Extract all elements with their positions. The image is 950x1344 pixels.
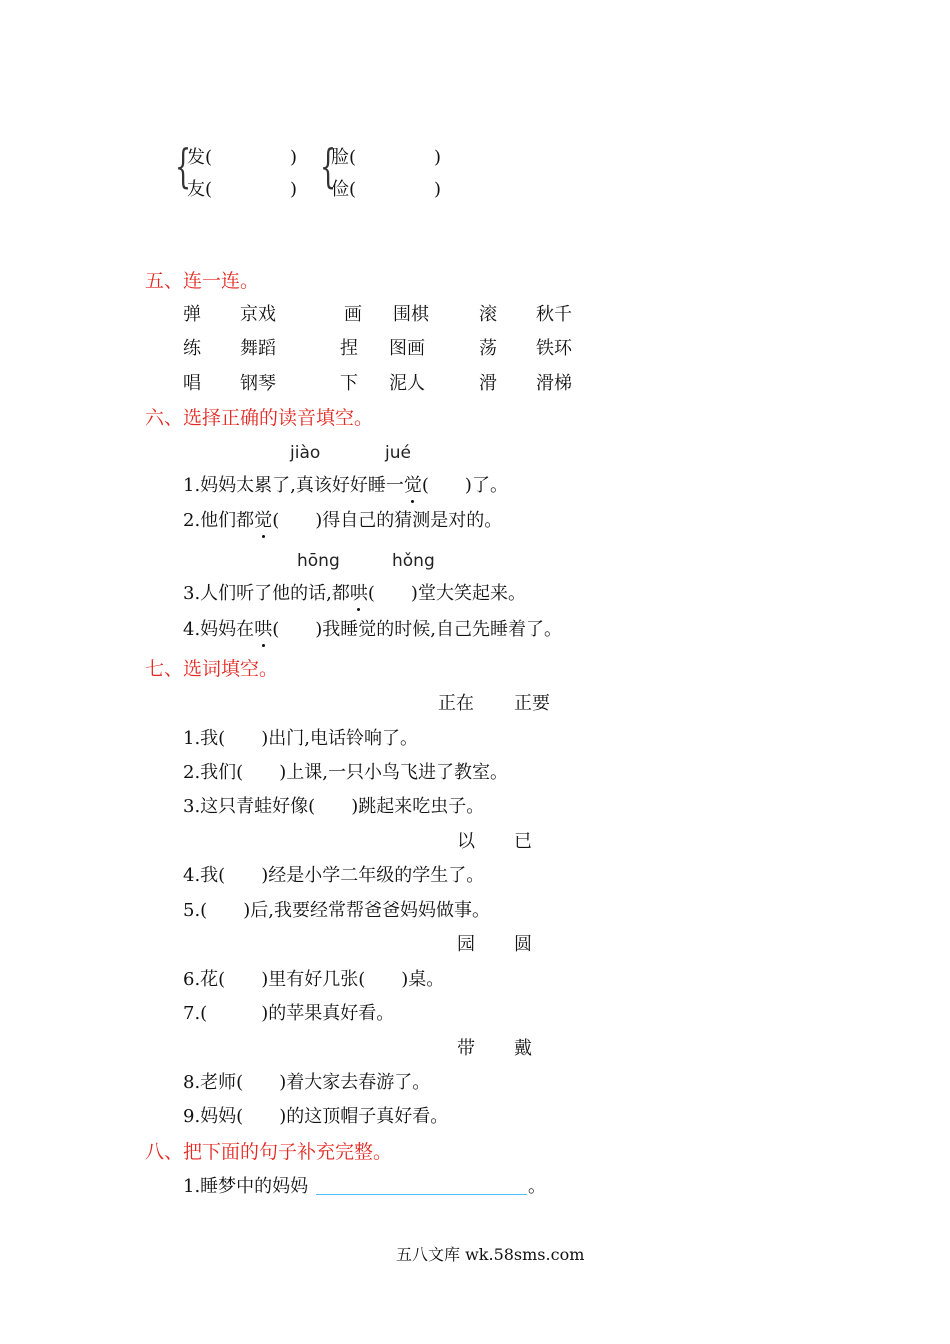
pinyin-option: jué	[385, 443, 411, 463]
answer-blank-line[interactable]	[316, 1194, 527, 1195]
match-word: 钢琴	[240, 373, 276, 394]
section-heading-5: 五、连一连。	[145, 270, 260, 292]
match-word: 泥人	[389, 373, 425, 394]
section-heading-8: 八、把下面的句子补充完整。	[145, 1141, 393, 1163]
question-7-4: 4.我( )经是小学二年级的学生了。	[183, 865, 485, 886]
match-word: 画	[344, 304, 362, 325]
match-word: 京戏	[240, 304, 276, 325]
dotted-char: 觉	[403, 475, 422, 496]
word-option: 戴	[514, 1038, 532, 1059]
question-6-3: 3.人们听了他的话,都哄( )堂大笑起来。	[183, 583, 526, 604]
question-8-1-end: 。	[528, 1176, 546, 1197]
word-option: 园	[457, 934, 475, 955]
polyphone-char: 发(	[187, 147, 213, 168]
pinyin-option: hōng	[297, 551, 340, 571]
dotted-char: 觉	[254, 510, 273, 531]
match-word: 滑梯	[536, 373, 572, 394]
question-7-9: 9.妈妈( )的这顶帽子真好看。	[183, 1106, 449, 1127]
paren-close: )	[434, 179, 442, 200]
match-word: 唱	[183, 373, 201, 394]
match-word: 秋千	[536, 304, 572, 325]
polyphone-char: 友(	[187, 179, 213, 200]
polyphone-char: 俭(	[331, 179, 357, 200]
question-6-4: 4.妈妈在哄( )我睡觉的时候,自己先睡着了。	[183, 619, 562, 640]
question-7-7: 7.( )的苹果真好看。	[183, 1003, 395, 1024]
brace-left-1: {	[175, 139, 192, 193]
footer-watermark: 五八文库 wk.58sms.com	[396, 1245, 585, 1264]
section-heading-6: 六、选择正确的读音填空。	[145, 407, 374, 429]
pinyin-option: jiào	[290, 443, 321, 463]
match-word: 荡	[479, 338, 497, 359]
question-7-5: 5.( )后,我要经常帮爸爸妈妈做事。	[183, 900, 490, 921]
question-8-1: 1.睡梦中的妈妈	[183, 1176, 309, 1197]
paren-close: )	[434, 147, 442, 168]
question-7-6: 6.花( )里有好几张( )桌。	[183, 969, 445, 990]
paren-close: )	[290, 179, 298, 200]
word-option: 以	[457, 831, 475, 852]
dotted-char: 哄	[254, 619, 273, 640]
question-7-1: 1.我( )出门,电话铃响了。	[183, 728, 418, 749]
question-6-1: 1.妈妈太累了,真该好好睡一觉( )了。	[183, 475, 508, 496]
match-word: 捏	[340, 338, 358, 359]
match-word: 弹	[183, 304, 201, 325]
pinyin-option: hǒng	[392, 551, 435, 571]
question-6-2: 2.他们都觉( )得自己的猜测是对的。	[183, 510, 503, 531]
match-word: 铁环	[536, 338, 572, 359]
match-word: 滑	[479, 373, 497, 394]
question-7-2: 2.我们( )上课,一只小鸟飞进了教室。	[183, 762, 508, 783]
word-option: 正要	[514, 693, 550, 714]
match-word: 下	[340, 373, 358, 394]
word-option: 圆	[514, 934, 532, 955]
word-option: 已	[514, 831, 532, 852]
word-option: 带	[457, 1038, 475, 1059]
question-7-3: 3.这只青蛙好像( )跳起来吃虫子。	[183, 796, 485, 817]
word-option: 正在	[438, 693, 474, 714]
brace-left-2: {	[320, 139, 337, 193]
match-word: 滚	[479, 304, 497, 325]
question-7-8: 8.老师( )着大家去春游了。	[183, 1072, 431, 1093]
match-word: 围棋	[393, 304, 429, 325]
match-word: 练	[183, 338, 201, 359]
section-heading-7: 七、选词填空。	[145, 658, 279, 680]
dotted-char: 哄	[349, 583, 368, 604]
paren-close: )	[290, 147, 298, 168]
match-word: 舞蹈	[240, 338, 276, 359]
match-word: 图画	[389, 338, 425, 359]
polyphone-char: 脸(	[331, 147, 357, 168]
